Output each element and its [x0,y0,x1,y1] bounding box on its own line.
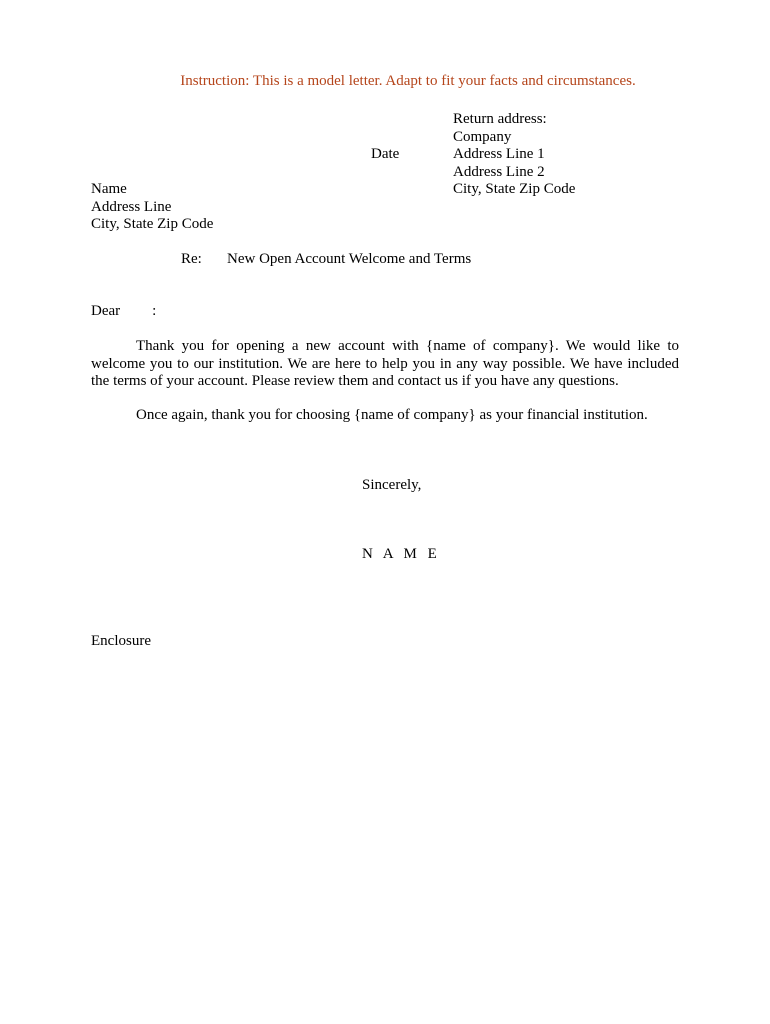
salutation [91,303,156,321]
return-address-block [453,111,575,199]
signer-name: N A M E [362,546,441,562]
subject-line [181,251,471,269]
recipient-name: Name [91,181,127,197]
recipient-city-state-zip: City, State Zip Code [91,216,214,232]
body-paragraph: Thank you for opening a new account with {name of company}. We would like to welcome you to our institution. We are here to help you in any way possible. We have included the terms of your account. Please review them and contact us if you have any questions. [91,338,679,389]
subject-text: New Open Account Welcome and Terms [227,251,472,267]
return-address-company: Company [453,128,512,145]
recipient-address: Address Line [91,198,172,215]
closing-paragraph: Once again, thank you for choosing {name of company} as your financial institution. [136,407,648,423]
instruction-note: Instruction: This is a model letter. Adapt to fit your facts and circumstances. [180,73,636,89]
signoff: Sincerely, [362,477,422,493]
date-label: Date [371,146,400,162]
return-address-line-2: Address Line 2 [453,163,545,180]
return-address-line-1: Address Line 1 [453,146,545,162]
salutation-colon: : [152,303,157,319]
subject-label: Re: [181,251,202,267]
salutation-greeting: Dear [91,303,121,319]
return-address-city-state-zip: City, State Zip Code [453,181,576,197]
enclosure-note: Enclosure [91,633,151,649]
return-address-heading: Return address: [453,111,547,127]
recipient-block [91,181,213,234]
